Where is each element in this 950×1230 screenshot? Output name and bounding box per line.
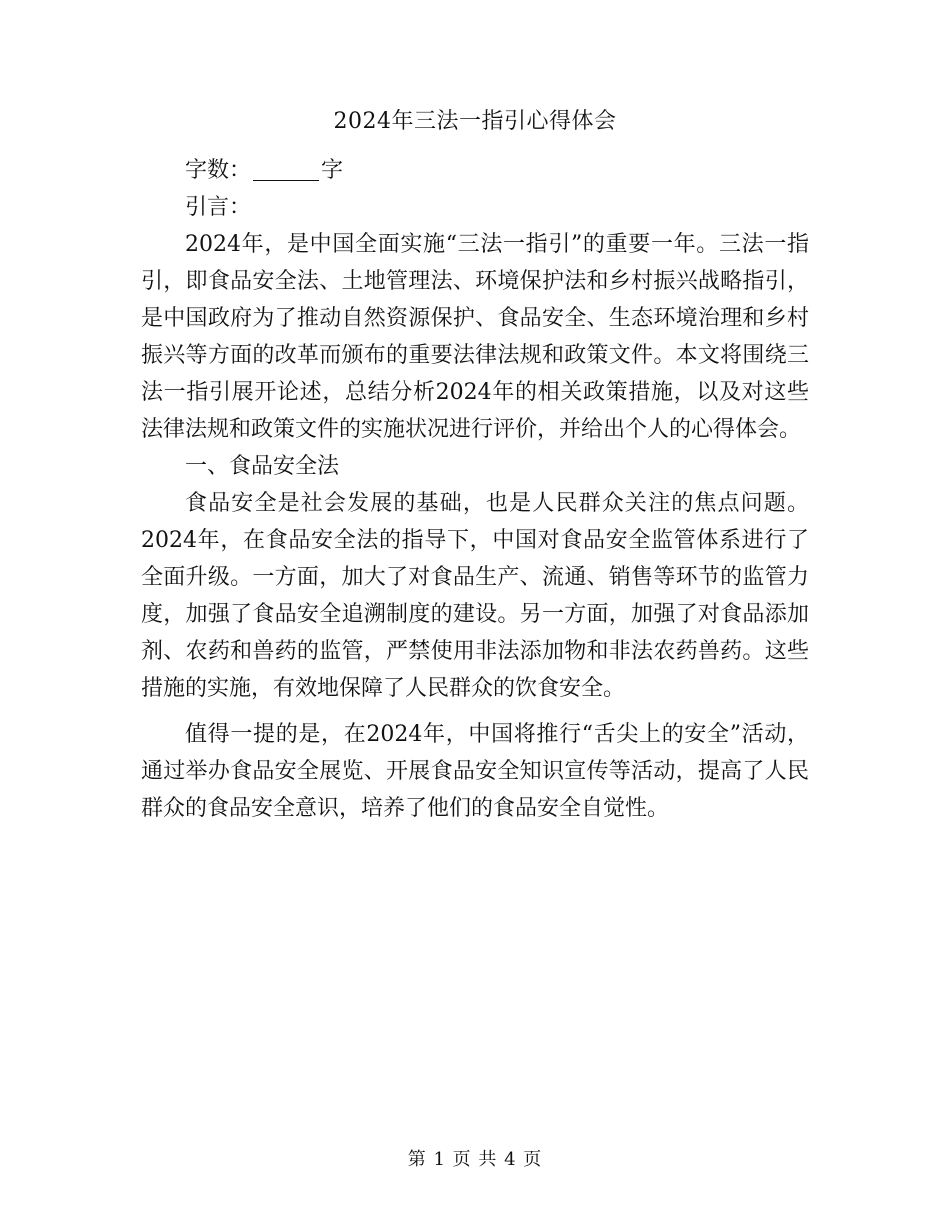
intro-heading: 引言： [185, 195, 252, 220]
word-count-line [141, 152, 809, 189]
word-count-blank [253, 158, 319, 181]
word-count-suffix: 字 [321, 158, 344, 183]
paragraph-food-safety-1: 食品安全是社会发展的基础，也是人民群众关注的焦点问题。2024年，在食品安全法的指导下，中国对食品安全监管体系进行了全面升级。一方面，加大了对食品生产、流通、销售等环节的监管力度，加强了食品安全追溯制度的建设。另一方面，加强了对食品添加剂、农药和兽药的监管，严禁使用非法添加物和非法农药兽药。这些措施的实施，有效地保障了人民群众的饮食安全。 [141, 491, 809, 701]
word-count-prefix: 字数： [185, 158, 252, 183]
section-heading-food-safety: 一、食品安全法 [185, 454, 340, 479]
document-body [141, 152, 809, 827]
paragraph-spacer [141, 707, 809, 716]
paragraph-intro: 2024年，是中国全面实施“三法一指引”的重要一年。三法一指引，即食品安全法、土地管理法、环境保护法和乡村振兴战略指引，是中国政府为了推动自然资源保护、食品安全、生态环境治理和乡村振兴等方面的改革而颁布的重要法律法规和政策文件。本文将围绕三法一指引展开论述，总结分析2024年的相关政策措施，以及对这些法律法规和政策文件的实施状况进行评价，并给出个人的心得体会。 [141, 232, 809, 442]
page-footer: 第 1 页 共 4 页 [407, 1149, 543, 1170]
document-title: 2024年三法一指引心得体会 [333, 109, 617, 134]
paragraph-food-safety-2: 值得一提的是，在2024年，中国将推行“舌尖上的安全”活动，通过举办食品安全展览、开展食品安全知识宣传等活动，提高了人民群众的食品安全意识，培养了他们的食品安全自觉性。 [141, 722, 809, 821]
